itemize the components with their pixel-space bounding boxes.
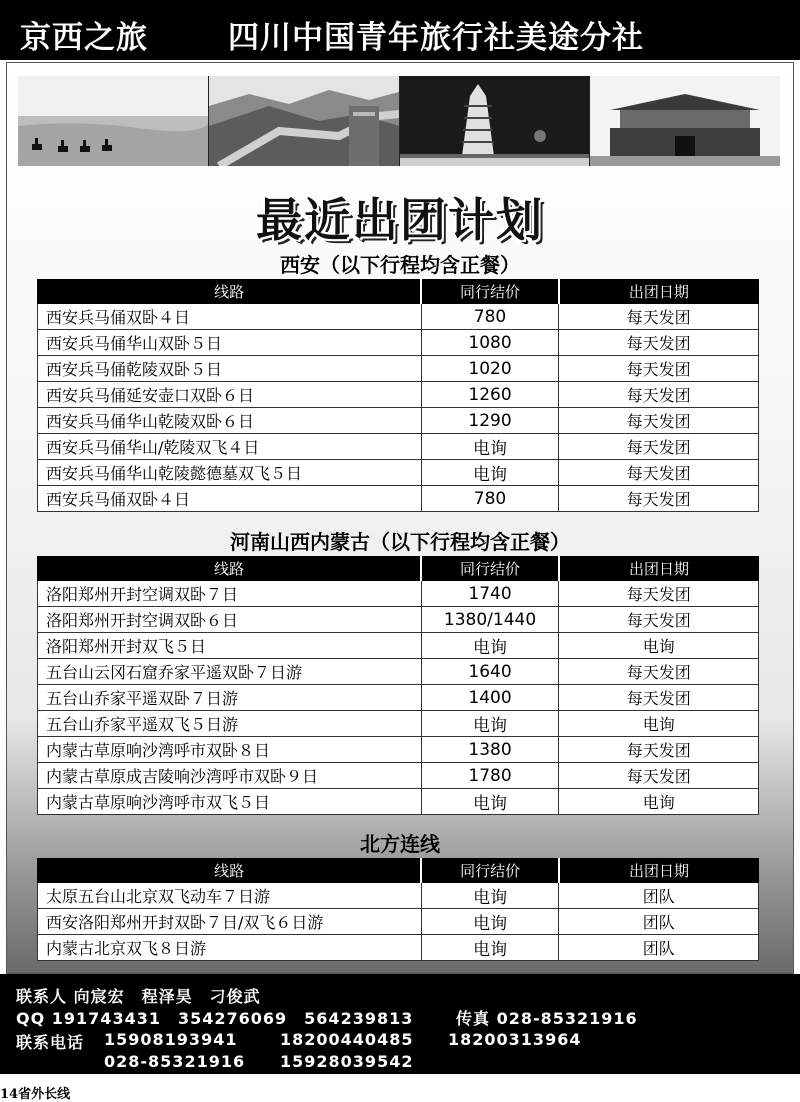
price-cell: 电询 <box>421 935 559 961</box>
route-cell: 西安兵马俑延安壶口双卧６日 <box>38 382 422 408</box>
price-cell: 电询 <box>421 460 559 486</box>
route-table-north-routes <box>37 858 759 961</box>
date-cell: 每天发团 <box>559 330 759 356</box>
grassland-horse-riders-photo <box>18 76 209 166</box>
table-row <box>38 434 759 460</box>
column-header-route: 线路 <box>38 557 422 581</box>
route-cell: 西安兵马俑华山/乾陵双飞４日 <box>38 434 422 460</box>
price-cell: 电询 <box>421 434 559 460</box>
table-row <box>38 633 759 659</box>
price-cell: 电询 <box>421 883 559 909</box>
contact-qq: QQ 191743431 354276069 564239813 <box>16 1009 414 1028</box>
date-cell: 每天发团 <box>559 460 759 486</box>
date-cell: 每天发团 <box>559 737 759 763</box>
table-row <box>38 909 759 935</box>
price-cell: 1780 <box>421 763 559 789</box>
column-header-price: 同行结价 <box>421 280 559 304</box>
price-cell: 1380 <box>421 737 559 763</box>
table-row <box>38 711 759 737</box>
tiananmen-gate-photo <box>590 76 780 166</box>
price-cell: 780 <box>421 486 559 512</box>
table-row <box>38 382 759 408</box>
route-cell: 内蒙古北京双飞８日游 <box>38 935 422 961</box>
route-cell: 西安兵马俑华山双卧５日 <box>38 330 422 356</box>
table-row <box>38 607 759 633</box>
date-cell: 电询 <box>559 789 759 815</box>
route-cell: 洛阳郑州开封空调双卧６日 <box>38 607 422 633</box>
table-row <box>38 763 759 789</box>
table-row <box>38 460 759 486</box>
route-cell: 洛阳郑州开封空调双卧７日 <box>38 581 422 607</box>
price-cell: 1260 <box>421 382 559 408</box>
contact-phone: 18200440485 <box>280 1030 414 1049</box>
route-cell: 五台山云冈石窟乔家平遥双卧７日游 <box>38 659 422 685</box>
route-cell: 西安兵马俑双卧４日 <box>38 304 422 330</box>
contact-fax: 传真 028-85321916 <box>456 1009 638 1028</box>
date-cell: 每天发团 <box>559 304 759 330</box>
section-title-henan-shanxi-neimenggu: 河南山西内蒙古（以下行程均含正餐） <box>230 530 570 554</box>
price-cell: 1380/1440 <box>421 607 559 633</box>
route-cell: 五台山乔家平遥双飞５日游 <box>38 711 422 737</box>
big-wild-goose-pagoda-photo <box>400 76 591 166</box>
route-cell: 五台山乔家平遥双卧７日游 <box>38 685 422 711</box>
route-cell: 太原五台山北京双飞动车７日游 <box>38 883 422 909</box>
page-title: 最近出团计划 <box>256 193 544 247</box>
date-cell: 电询 <box>559 633 759 659</box>
price-cell: 1080 <box>421 330 559 356</box>
table-row <box>38 330 759 356</box>
price-cell: 1640 <box>421 659 559 685</box>
date-cell: 每天发团 <box>559 356 759 382</box>
contact-phone-label: 联系电话 <box>16 1033 85 1052</box>
table-row <box>38 659 759 685</box>
column-header-date: 出团日期 <box>559 557 759 581</box>
page-category-label: 14省外长线 <box>0 1087 71 1102</box>
date-cell: 每天发团 <box>559 685 759 711</box>
date-cell: 每天发团 <box>559 763 759 789</box>
table-header-row <box>38 280 759 304</box>
table-header-row <box>38 859 759 883</box>
price-cell: 电询 <box>421 909 559 935</box>
date-cell: 每天发团 <box>559 659 759 685</box>
table-row <box>38 581 759 607</box>
photo-strip <box>18 76 780 166</box>
table-row <box>38 737 759 763</box>
contact-persons: 联系人 向宸宏 程泽昊 刁俊武 <box>16 987 261 1006</box>
table-row <box>38 304 759 330</box>
contact-phone: 15908193941 <box>104 1030 238 1049</box>
date-cell: 每天发团 <box>559 581 759 607</box>
price-cell: 电询 <box>421 789 559 815</box>
route-cell: 西安兵马俑华山乾陵双卧６日 <box>38 408 422 434</box>
date-cell: 每天发团 <box>559 607 759 633</box>
table-row <box>38 356 759 382</box>
table-row <box>38 935 759 961</box>
table-row <box>38 685 759 711</box>
date-cell: 电询 <box>559 711 759 737</box>
contact-footer <box>0 974 800 1074</box>
column-header-price: 同行结价 <box>421 557 559 581</box>
route-table-xian <box>37 279 759 512</box>
date-cell: 团队 <box>559 909 759 935</box>
price-cell: 1290 <box>421 408 559 434</box>
section-title-xian: 西安（以下行程均含正餐） <box>280 253 520 277</box>
column-header-route: 线路 <box>38 280 422 304</box>
price-cell: 1020 <box>421 356 559 382</box>
date-cell: 每天发团 <box>559 486 759 512</box>
route-cell: 西安兵马俑乾陵双卧５日 <box>38 356 422 382</box>
date-cell: 每天发团 <box>559 434 759 460</box>
company-full-name: 四川中国青年旅行社美途分社 <box>228 20 644 56</box>
price-cell: 电询 <box>421 711 559 737</box>
table-row <box>38 486 759 512</box>
great-wall-photo <box>209 76 400 166</box>
table-row <box>38 408 759 434</box>
contact-phone: 18200313964 <box>448 1030 582 1049</box>
contact-phone: 15928039542 <box>280 1052 414 1071</box>
route-cell: 西安兵马俑华山乾陵懿德墓双飞５日 <box>38 460 422 486</box>
route-cell: 西安洛阳郑州开封双卧７日/双飞６日游 <box>38 909 422 935</box>
date-cell: 每天发团 <box>559 408 759 434</box>
header-bar <box>0 0 800 60</box>
table-header-row <box>38 557 759 581</box>
price-cell: 780 <box>421 304 559 330</box>
route-cell: 洛阳郑州开封双飞５日 <box>38 633 422 659</box>
column-header-price: 同行结价 <box>421 859 559 883</box>
column-header-route: 线路 <box>38 859 422 883</box>
contact-phone: 028-85321916 <box>104 1052 246 1071</box>
route-cell: 西安兵马俑双卧４日 <box>38 486 422 512</box>
route-cell: 内蒙古草原成吉陵响沙湾呼市双卧９日 <box>38 763 422 789</box>
section-title-north-routes: 北方连线 <box>360 832 440 856</box>
price-cell: 1740 <box>421 581 559 607</box>
price-cell: 电询 <box>421 633 559 659</box>
route-cell: 内蒙古草原响沙湾呼市双卧８日 <box>38 737 422 763</box>
route-cell: 内蒙古草原响沙湾呼市双飞５日 <box>38 789 422 815</box>
column-header-date: 出团日期 <box>559 859 759 883</box>
company-short-name: 京西之旅 <box>20 20 148 56</box>
date-cell: 团队 <box>559 935 759 961</box>
date-cell: 团队 <box>559 883 759 909</box>
table-row <box>38 789 759 815</box>
table-row <box>38 883 759 909</box>
column-header-date: 出团日期 <box>559 280 759 304</box>
date-cell: 每天发团 <box>559 382 759 408</box>
route-table-henan-shanxi-neimenggu <box>37 556 759 815</box>
price-cell: 1400 <box>421 685 559 711</box>
